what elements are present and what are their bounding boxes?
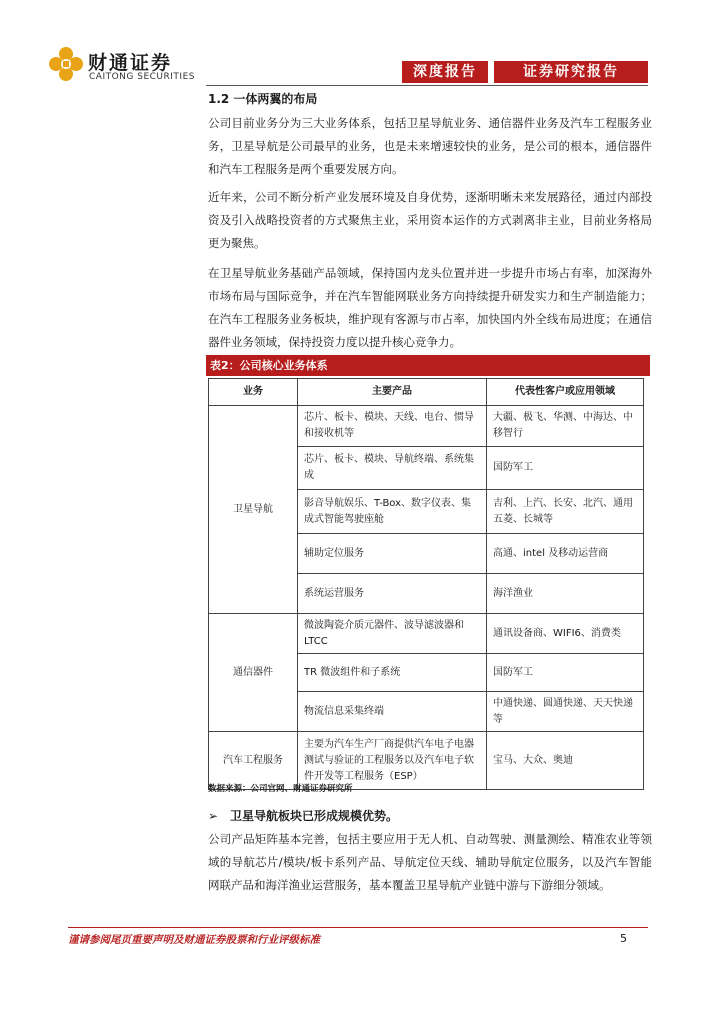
product-cell: 辅助定位服务 [298,534,487,574]
business-cell-satellite: 卫星导航 [209,406,298,614]
brand-name-cn: 财通证券 [88,52,173,74]
arrow-bullet-icon: ➢ [208,809,219,823]
paragraph-1: 公司目前业务分为三大业务体系，包括卫星导航业务、通信器件业务及汽车工程服务业务，卫星导航是公司最早的业务，也是未来增速较快的业务，是公司的根本，通信器件和汽车工程服务是两个重要发展方向。 [208,116,652,176]
business-cell-automotive: 汽车工程服务 [209,732,298,790]
report-type-tab: 深度报告 [402,61,488,83]
client-cell: 国防军工 [487,654,644,692]
business-cell-communication: 通信器件 [209,614,298,732]
client-cell: 中通快递、圆通快递、天天快递等 [487,692,644,732]
header-business: 业务 [209,379,298,406]
table-title: 表2：公司核心业务体系 [206,355,650,376]
client-cell: 国防军工 [487,447,644,490]
business-table [208,378,644,790]
client-cell: 通讯设备商、WIFI6、消费类 [487,614,644,654]
table-row [209,614,644,654]
page-number: 5 [620,932,627,945]
client-cell: 海洋渔业 [487,574,644,614]
brand-name-en: CAITONG SECURITIES [89,72,195,82]
bullet-heading [208,807,398,824]
product-cell: 微波陶瓷介质元器件、波导滤波器和LTCC [298,614,487,654]
product-cell: 芯片、板卡、模块、天线、电台、惯导和接收机等 [298,406,487,447]
header-clients: 代表性客户或应用领域 [487,379,644,406]
client-cell: 大疆、极飞、华测、中海达、中移智行 [487,406,644,447]
product-cell: 主要为汽车生产厂商提供汽车电子电器测试与验证的工程服务以及汽车电子软件开发等工程服务（ESP） [298,732,487,790]
product-cell: 系统运营服务 [298,574,487,614]
footer-divider [68,927,648,928]
paragraph-4: 公司产品矩阵基本完善，包括主要应用于无人机、自动驾驶、测量测绘、精准农业等领域的导航芯片/模块/板卡系列产品、导航定位天线、辅助导航定位服务，以及汽车智能网联产品和海洋渔业运营服务，基本覆盖卫星导航产业链中游与下游细分领域。 [208,832,652,892]
table-row [209,406,644,447]
product-cell: 影音导航娱乐、T-Box、数字仪表、集成式智能驾驶座舱 [298,490,487,534]
product-cell: 物流信息采集终端 [298,692,487,732]
report-category-tab: 证券研究报告 [494,61,648,83]
table-header-row [209,379,644,406]
client-cell: 吉利、上汽、长安、北汽、通用五菱、长城等 [487,490,644,534]
product-cell: TR 微波组件和子系统 [298,654,487,692]
header-products: 主要产品 [298,379,487,406]
product-cell: 芯片、板卡、模块、导航终端、系统集成 [298,447,487,490]
paragraph-2: 近年来，公司不断分析产业发展环境及自身优势，逐渐明晰未来发展路径，通过内部投资及引入战略投资者的方式聚焦主业，采用资本运作的方式剥离非主业，目前业务格局更为聚焦。 [208,190,652,250]
footer-disclaimer: 谨请参阅尾页重要声明及财通证券股票和行业评级标准 [68,934,320,946]
bullet-title: 卫星导航板块已形成规模优势。 [230,809,399,823]
client-cell: 宝马、大众、奥迪 [487,732,644,790]
table-row [209,732,644,790]
table-source: 数据来源：公司官网、财通证券研究所 [208,784,353,794]
client-cell: 高通、intel 及移动运营商 [487,534,644,574]
caitong-logo-icon [48,46,84,82]
paragraph-3: 在卫星导航业务基础产品领域，保持国内龙头位置并进一步提升市场占有率，加深海外市场布局与国际竞争，并在汽车智能网联业务方向持续提升研发实力和生产制造能力；在汽车工程服务业务板块，维护现有客源与市占率，加快国内外全线布局进度；在通信器件业务领域，保持投资力度以提升核心竞争力。 [208,266,652,349]
section-title: 1.2 一体两翼的布局 [208,92,318,106]
header-divider [206,85,648,86]
company-logo [48,46,198,86]
